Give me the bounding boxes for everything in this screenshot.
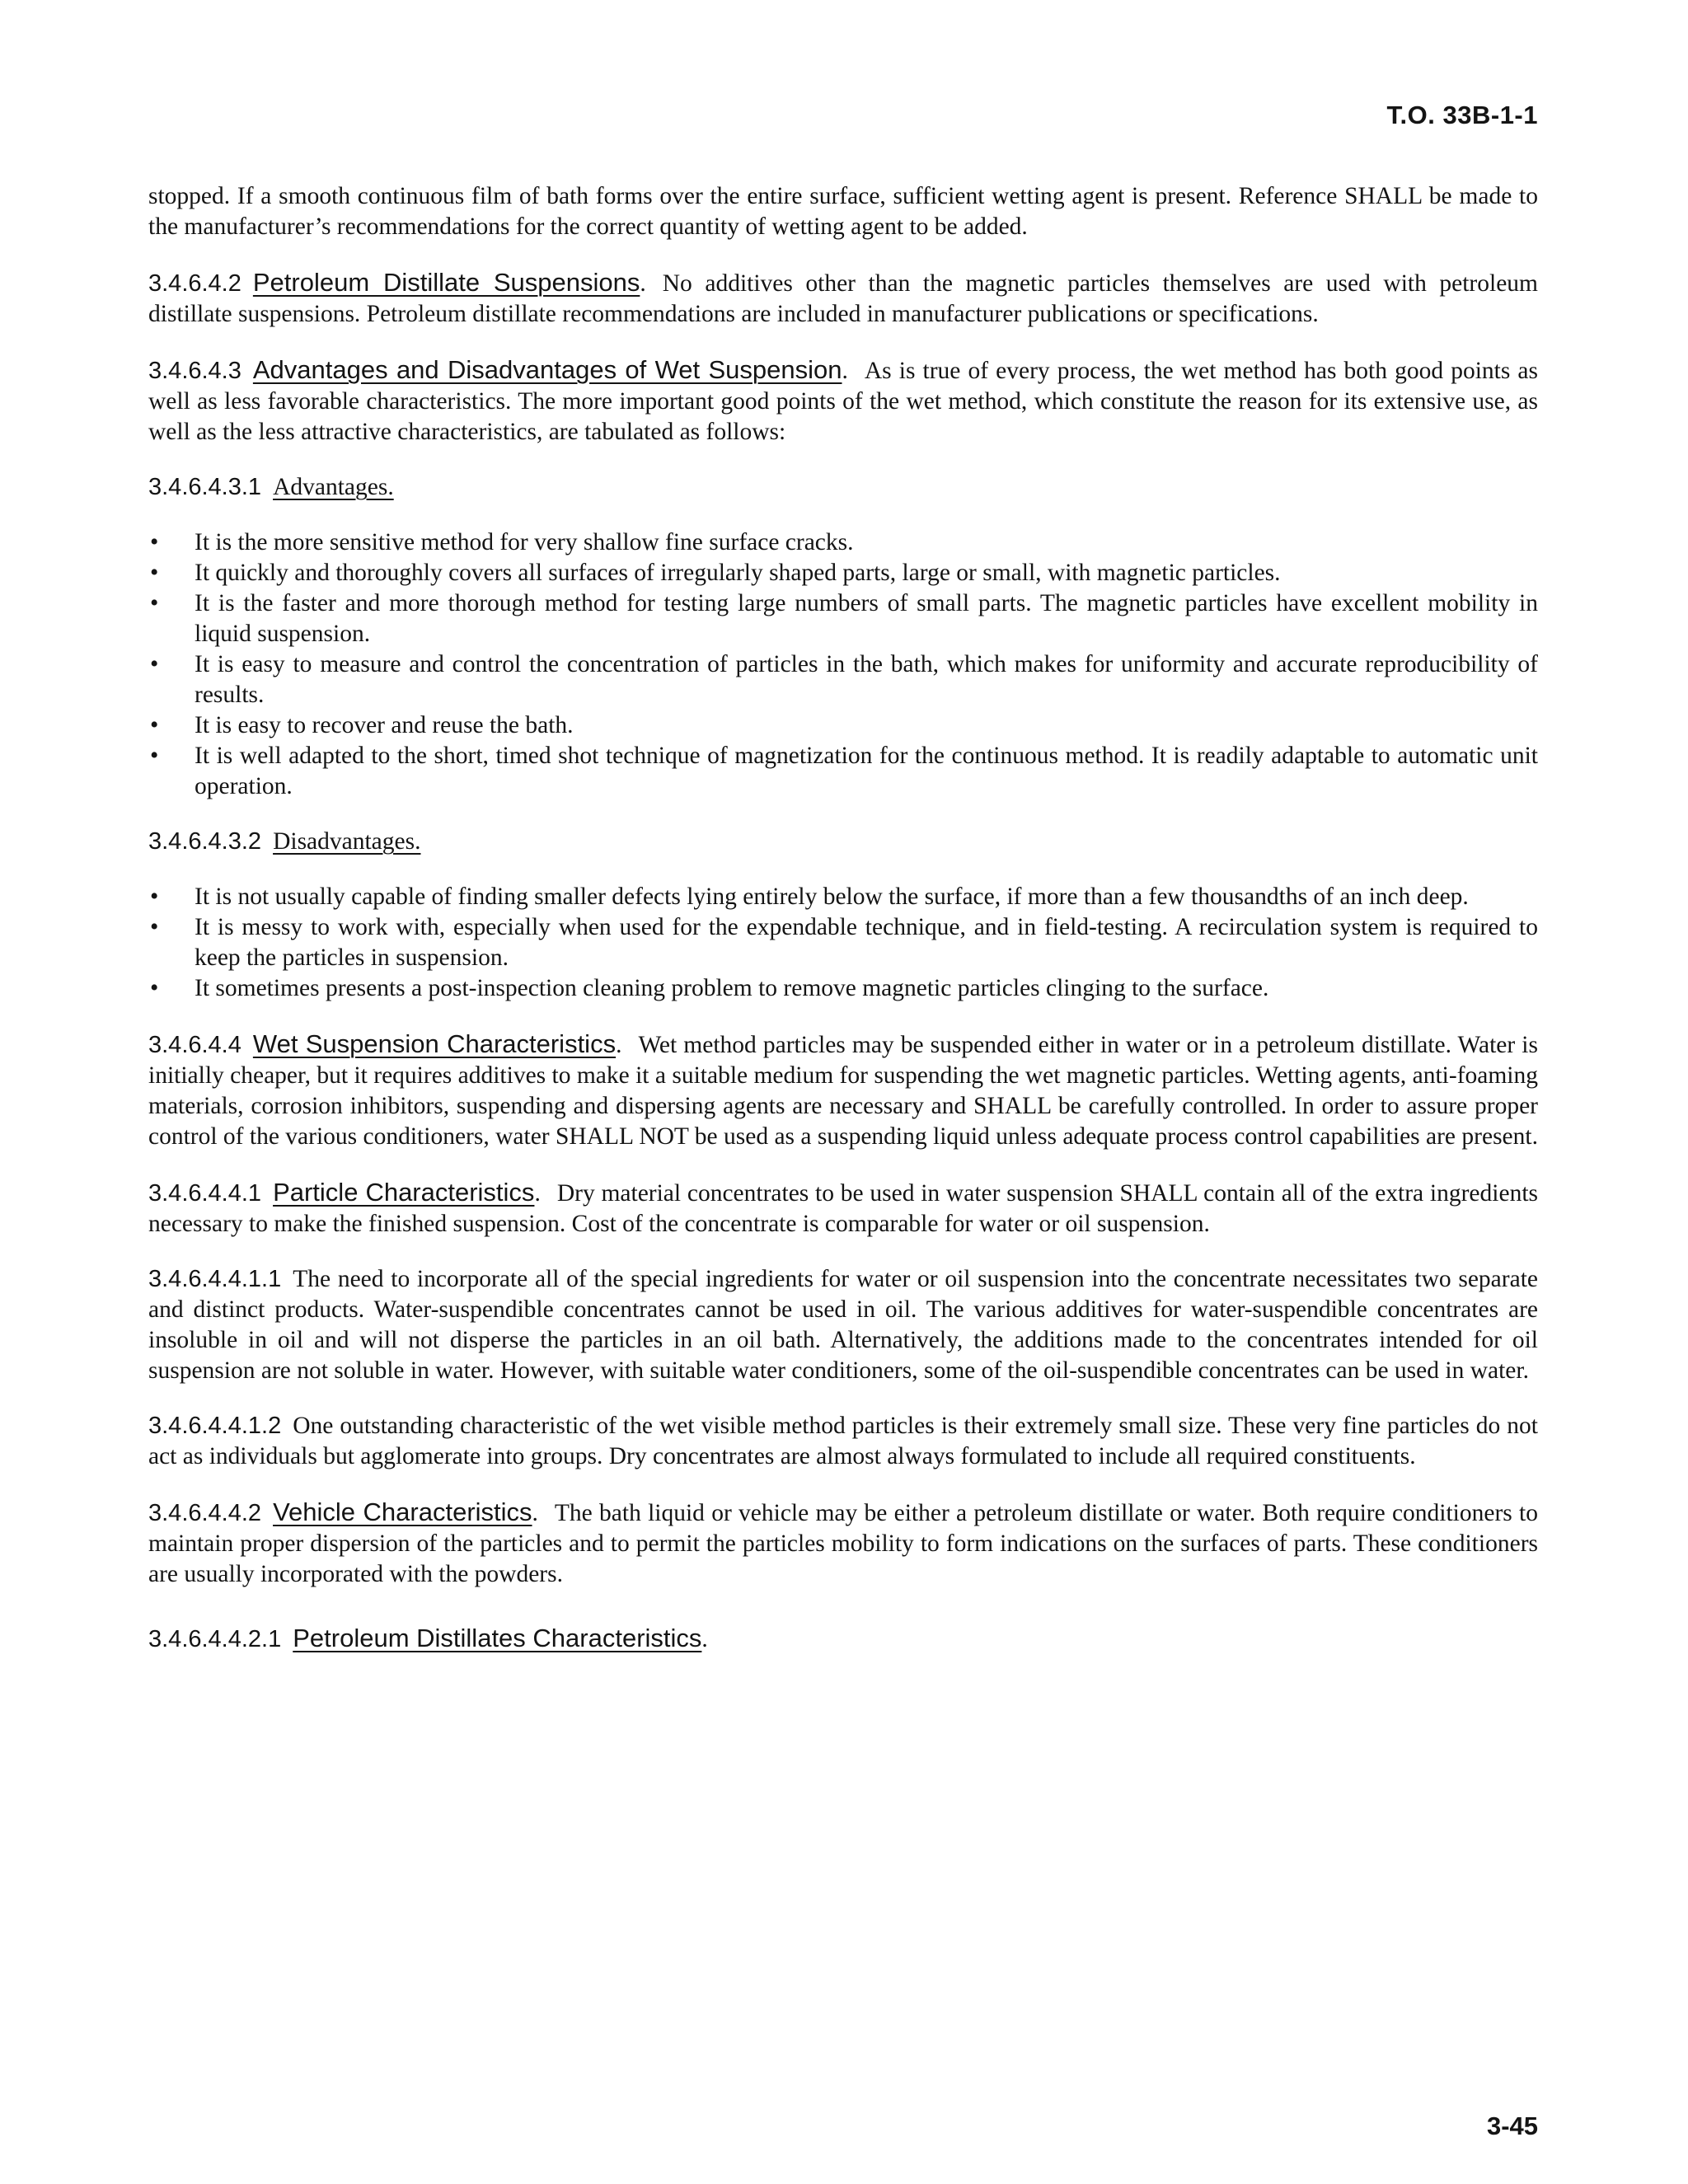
list-item: • It quickly and thoroughly covers all surfaces of irregularly shaped parts, large or small, with magnetic particles. (148, 558, 1538, 588)
section-3-4-6-4-4-1-2 (148, 1411, 1538, 1472)
list-item: • It is the faster and more thorough method for testing large numbers of small parts. The magnetic particles have excellent mobility in liquid suspension. (150, 590, 1538, 647)
title-punct: . (532, 1500, 538, 1526)
list-item: • It is the more sensitive method for very shallow fine surface cracks. (148, 527, 1538, 558)
bullet-icon: • (150, 914, 159, 940)
section-number: 3.4.6.4.4.1.2 (148, 1413, 282, 1439)
bullet-icon: • (150, 560, 159, 586)
section-number: 3.4.6.4.3.2 (148, 828, 262, 855)
section-number: 3.4.6.4.4.2 (148, 1500, 262, 1526)
continued-paragraph: stopped. If a smooth continuous film of bath forms over the entire surface, sufficient wetting agent is present. Reference SHALL be made to the manufacturer’s recommendations for the correct quantity of wetting agent to be added. (148, 183, 1538, 240)
section-3-4-6-4-4 (148, 1029, 1538, 1152)
section-3-4-6-4-4-1-1 (148, 1264, 1538, 1386)
title-punct: . (701, 1626, 708, 1652)
section-text: Dry material concentrates to be used in water suspension SHALL contain all of the extra ingredients necessary to make the finished suspension. Cost of the concentrate is comparable for water or oil suspension. (148, 1180, 1538, 1237)
section-title: Petroleum Distillates Characteristics (293, 1624, 702, 1652)
list-item: • It is well adapted to the short, timed shot technique of magnetization for the continuous method. It is readily adaptable to automatic unit operation. (150, 743, 1538, 799)
section-3-4-6-4-4-2 (148, 1497, 1538, 1590)
section-3-4-6-4-4-1 (148, 1177, 1538, 1240)
section-text: As is true of every process, the wet method has both good points as well as less favorable characteristics. The more important good points of the wet method, which constitute the reason for its extensive use, as well as the less attractive characteristics, are tabulated as follows: (148, 358, 1538, 445)
section-number: 3.4.6.4.4.2.1 (148, 1626, 282, 1652)
section-3-4-6-4-4-2-1 (148, 1623, 1538, 1655)
section-text: One outstanding characteristic of the wet visible method particles is their extremely small size. These very fine particles do not act as individuals but agglomerate into groups. Dry concentrates are almost always formulated to include all required constituents. (148, 1413, 1538, 1469)
title-punct: . (616, 1032, 622, 1058)
section-title: Vehicle Characteristics (273, 1497, 532, 1526)
section-title: Advantages and Disadvantages of Wet Suspension (252, 355, 842, 384)
bullet-icon: • (150, 590, 159, 616)
bullet-icon: • (150, 743, 159, 769)
disadvantages-list (148, 882, 1538, 1004)
bullet-icon: • (150, 529, 159, 555)
section-title: Disadvantages. (273, 828, 421, 855)
section-3-4-6-4-3 (148, 354, 1538, 448)
section-title: Particle Characteristics (273, 1178, 535, 1207)
section-text: Wet method particles may be suspended either in water or in a petroleum distillate. Water is initially cheaper, but it requires additives to make it a suitable medium for suspending the wet magnetic particles. Wetting agents, anti-foaming materials, corrosion inhibitors, suspending and dispersing agents are necessary and SHALL be carefully controlled. In order to assure proper control of the various conditioners, water SHALL NOT be used as a suspending liquid unless adequate process control capabilities are present. (148, 1032, 1538, 1150)
bullet-icon: • (150, 712, 159, 738)
section-text: The need to incorporate all of the special ingredients for water or oil suspension into the concentrate necessitates two separate and distinct products. Water-suspendible concentrates cannot be used in oil. The various additives for water-suspendible concentrates are insoluble in oil and will not disperse the particles in an oil bath. Alternatively, the additions made to the concentrates intended for oil suspension are not soluble in water. However, with suitable water conditioners, some of the oil-suspendible concentrates can be used in water. (148, 1266, 1538, 1384)
section-3-4-6-4-3-1 (148, 472, 1538, 503)
section-number: 3.4.6.4.4.1.1 (148, 1266, 282, 1292)
list-item: • It is messy to work with, especially when used for the expendable technique, and in field-testing. A recirculation system is required to keep the particles in suspension. (150, 914, 1538, 971)
bullet-icon: • (150, 883, 159, 910)
list-item: • It is easy to recover and reuse the bath. (148, 710, 1538, 741)
section-title: Advantages. (273, 474, 394, 500)
section-text: The bath liquid or vehicle may be either a petroleum distillate or water. Both require conditioners to maintain proper dispersion of the particles and to permit the particles mobility to form indications on the surfaces of parts. These conditioners are usually incorporated with the powders. (148, 1500, 1538, 1587)
list-item: • It is easy to measure and control the concentration of particles in the bath, which makes for uniformity and accurate reproducibility of results. (150, 651, 1538, 708)
section-number: 3.4.6.4.4 (148, 1032, 241, 1058)
section-text: No additives other than the magnetic particles themselves are used with petroleum distillate suspensions. Petroleum distillate recommendations are included in manufacturer publications or specifications. (148, 270, 1538, 327)
section-title: Petroleum Distillate Suspensions (252, 268, 640, 297)
document-id-header: T.O. 33B-1-1 (1386, 101, 1538, 129)
title-punct: . (842, 358, 848, 384)
document-body (148, 181, 1538, 1680)
title-punct: . (534, 1180, 541, 1207)
title-punct: . (640, 270, 646, 297)
section-title: Wet Suspension Characteristics (252, 1029, 617, 1058)
advantages-list (148, 527, 1538, 802)
section-number: 3.4.6.4.3 (148, 358, 241, 384)
section-3-4-6-4-2 (148, 267, 1538, 330)
page-number: 3-45 (1486, 2111, 1538, 2140)
section-number: 3.4.6.4.4.1 (148, 1180, 262, 1207)
bullet-icon: • (150, 975, 159, 1001)
list-item: • It sometimes presents a post-inspection cleaning problem to remove magnetic particles clinging to the surface. (148, 973, 1538, 1004)
section-number: 3.4.6.4.2 (148, 270, 241, 297)
bullet-icon: • (150, 651, 159, 677)
section-number: 3.4.6.4.3.1 (148, 474, 262, 500)
section-3-4-6-4-3-2 (148, 827, 1538, 857)
list-item: • It is not usually capable of finding smaller defects lying entirely below the surface, if more than a few thousandths of an inch deep. (148, 882, 1538, 912)
